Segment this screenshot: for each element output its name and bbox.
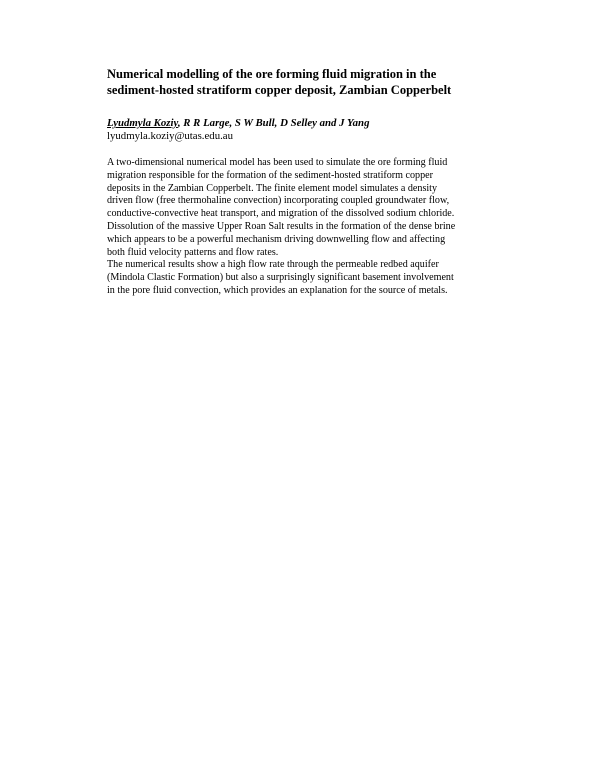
lead-author: Lyudmyla Koziy	[107, 117, 178, 129]
title-line-2: sediment-hosted stratiform copper deposit, Zambian Copperbelt	[107, 83, 452, 97]
paragraph-1-line: A two-dimensional numerical model has been used to simulate the ore forming fluid	[107, 157, 448, 168]
abstract-paragraph-1	[107, 157, 497, 259]
author-list	[107, 117, 497, 130]
abstract	[107, 157, 497, 298]
title-line-1: Numerical modelling of the ore forming fluid migration in the	[107, 67, 437, 81]
paragraph-1-line: deposits in the Zambian Copperbelt. The finite element model simulates a density	[107, 182, 438, 194]
paragraph-2-line: The numerical results show a high flow rate through the permeable redbed aquifer	[107, 259, 439, 271]
co-authors: , R R Large, S W Bull, D Selley and J Yang	[177, 117, 370, 129]
paragraph-1-line: driven flow (free thermohaline convection) incorporating coupled groundwater flow,	[107, 195, 450, 207]
paragraph-1-line: conductive-convective heat transport, and migration of the dissolved sodium chloride.	[107, 208, 455, 220]
paragraph-1-line: which appears to be a powerful mechanism driving downwelling flow and affecting	[107, 233, 446, 245]
paragraph-2-line: in the pore fluid convection, which provides an explanation for the source of metals.	[107, 284, 448, 296]
document-content	[107, 66, 497, 298]
author-email: lyudmyla.koziy@utas.edu.au	[107, 130, 233, 142]
paragraph-1-line: migration responsible for the formation of the sediment-hosted stratiform copper	[107, 169, 433, 181]
paragraph-1-line: both fluid velocity patterns and flow rates.	[107, 246, 279, 258]
abstract-paragraph-2	[107, 259, 497, 297]
document-title	[107, 66, 497, 98]
paragraph-1-line: Dissolution of the massive Upper Roan Salt results in the formation of the dense brine	[107, 220, 456, 232]
paragraph-2-line: (Mindola Clastic Formation) but also a surprisingly significant basement involvement	[107, 272, 454, 284]
